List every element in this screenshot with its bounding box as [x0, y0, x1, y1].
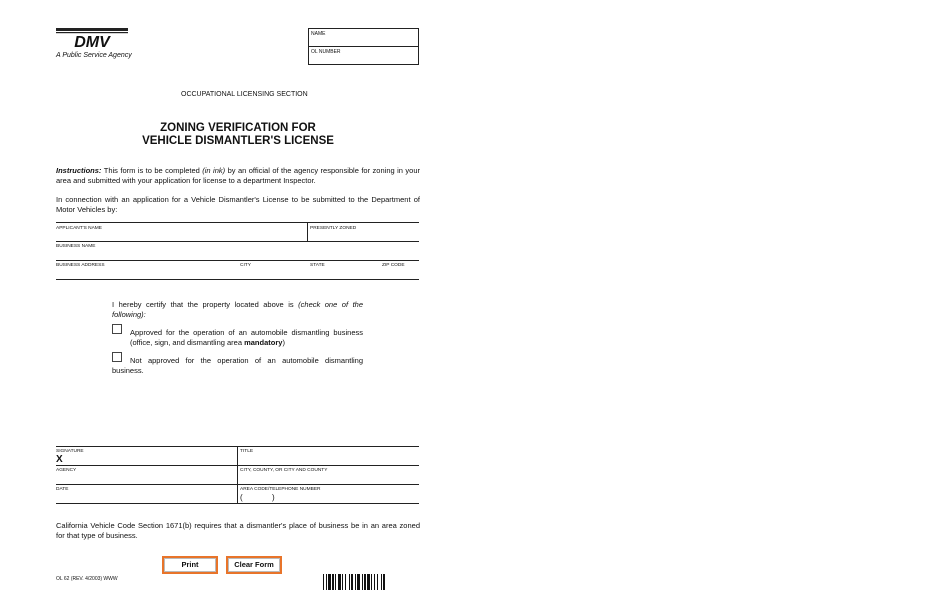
- state-label: STATE: [310, 263, 325, 268]
- signature-grid-bottom: [56, 503, 419, 504]
- signature-label: SIGNATURE: [56, 449, 84, 454]
- approved-option-text: [130, 328, 363, 347]
- city-county-label: CITY, COUNTY, OR CITY AND COUNTY: [240, 468, 328, 473]
- barcode-icon: [323, 574, 415, 590]
- applicant-grid-divider: [307, 222, 308, 241]
- cert-intro-emph: (check one of the following):: [112, 300, 363, 319]
- signature-grid-divider: [237, 446, 238, 503]
- clear-form-button[interactable]: Clear Form: [226, 556, 282, 574]
- phone-label: AREA CODE/TELEPHONE NUMBER: [240, 487, 321, 492]
- title-label: TITLE: [240, 449, 254, 454]
- certification-intro: [112, 300, 363, 320]
- instructions-pre: This form is to be completed: [101, 166, 203, 175]
- title-line-2: VEHICLE DISMANTLER'S LICENSE: [142, 135, 334, 147]
- applicant-grid-line: [56, 260, 419, 261]
- name-field[interactable]: [309, 29, 418, 47]
- applicant-grid-top: [56, 222, 419, 223]
- print-button[interactable]: Print: [162, 556, 218, 574]
- page-title: [56, 122, 420, 148]
- approved-checkbox[interactable]: [112, 324, 122, 334]
- option1-pre: Approved for the operation of an automobile dismantling business (office, sign, and dismantling area: [130, 328, 363, 347]
- instructions-label: Instructions:: [56, 166, 102, 175]
- ol-number-field[interactable]: [309, 47, 418, 65]
- option1-bold: mandatory: [244, 337, 283, 347]
- business-name-label: BUSINESS NAME: [56, 244, 96, 249]
- cert-intro-text: I hereby certify that the property located above is: [112, 300, 299, 309]
- id-box: [308, 28, 419, 65]
- logo-text: DMV: [74, 34, 110, 50]
- ol-number-label: OL NUMBER: [311, 49, 341, 55]
- instructions-post: by an official of the agency responsible for zoning in your area and submitted with your application for license to a department Inspector.: [56, 166, 420, 185]
- option1-post: ): [282, 337, 285, 347]
- presently-zoned-label: PRESENTLY ZONED: [310, 226, 357, 231]
- title-line-1: ZONING VERIFICATION FOR: [160, 122, 316, 134]
- applicant-grid-bottom: [56, 279, 419, 280]
- phone-paren-close: ): [272, 493, 275, 502]
- business-address-label: BUSINESS ADDRESS: [56, 263, 105, 268]
- zip-label: ZIP CODE: [382, 263, 405, 268]
- not-approved-option-text: Not approved for the operation of an automobile dismantling business.: [112, 356, 363, 375]
- name-label: NAME: [311, 31, 326, 37]
- instructions-emph: (in ink): [202, 166, 226, 175]
- form-revision: OL 62 (REV. 4/2003) WWW: [56, 576, 118, 582]
- agency-label: AGENCY: [56, 468, 77, 473]
- applicant-name-label: APPLICANT'S NAME: [56, 226, 102, 231]
- instructions-paragraph: [56, 166, 420, 185]
- applicant-grid-line: [56, 241, 419, 242]
- vehicle-code-note: California Vehicle Code Section 1671(b) requires that a dismantler's place of business be in an area zoned for that type of business.: [56, 521, 420, 540]
- tagline: A Public Service Agency: [56, 52, 132, 59]
- date-label: DATE: [56, 487, 69, 492]
- phone-paren-open: (: [240, 493, 243, 502]
- signature-x-mark: X: [56, 454, 63, 465]
- dmv-logo-icon: [56, 28, 128, 50]
- section-title: OCCUPATIONAL LICENSING SECTION: [181, 91, 308, 98]
- city-label: CITY: [240, 263, 251, 268]
- connection-paragraph: In connection with an application for a Vehicle Dismantler's License to be submitted to the Department of Motor Vehicles by:: [56, 195, 420, 214]
